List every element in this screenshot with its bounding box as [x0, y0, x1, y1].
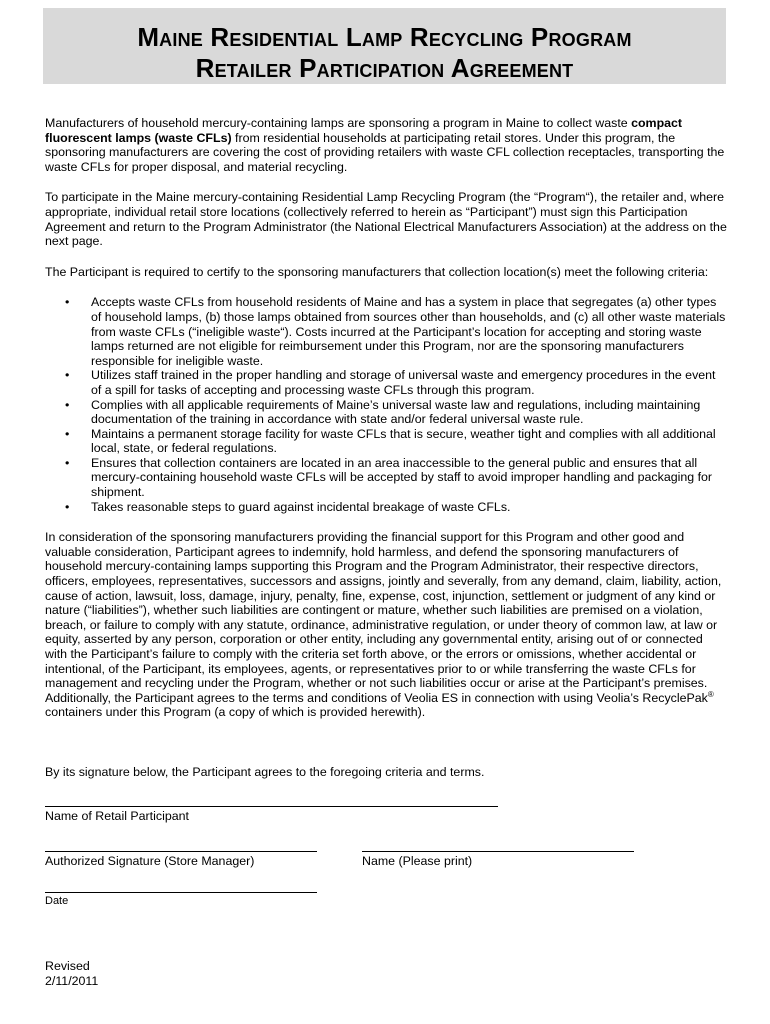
authorized-signature-line[interactable] [45, 851, 317, 852]
retail-participant-line[interactable] [45, 806, 498, 807]
intro-text: Manufacturers of household mercury-containing lamps are sponsoring a program in Maine to collect waste [45, 116, 632, 130]
criteria-text: Takes reasonable steps to guard against incidental breakage of waste CFLs. [91, 499, 511, 514]
indemnification-text: In consideration of the sponsoring manufacturers providing the financial support for this Program and other good and valuable consideration, Participant agrees to indemnify, hold harmless, and defend the sponsoring manufacturers of household mercury-containing lamps supporting this Program and the Program Administrator, their respective directors, officers, employees, representatives, successors and assigns, jointly and severally, from any demand, claim, liability, action, cause of action, lawsuit, loss, damage, injury, penalty, fine, expense, cost, injunction, settlement or judgment of any kind or nature (“liabilities”), whether such liabilities are contingent or mature, whether such liabilities are premised on a violation, breach, or failure to comply with any statute, ordinance, administrative regulation, or under theory of common law, at law or equity, asserted by any person, corporation or other entity, including any governmental entity, arising out of or connected with the Participant’s failure to comply with the criteria set forth above, or the errors or omissions, whether accidental or intentional, of the Participant, its employees, agents, or representatives prior to or while transferring the waste CFLs for management and recycling under the Program, whether or not such liabilities occur or arise at the Participant’s premises. Additionally, the Participant agrees to the terms and conditions of Veolia ES in connection with using Veolia’s RecyclePak [45, 530, 722, 705]
bullet-icon: • [65, 397, 70, 412]
participation-paragraph: To participate in the Maine mercury-containing Residential Lamp Recycling Program (the “Program“), the retailer and, where appropriate, individual retail store locations (collectively referred to herein as “Participant”) must sign this Participation Agreement and return to the Program Administrator (the National Electrical Manufacturers Association) at the address on the next page. [45, 190, 727, 249]
authorized-signature-label: Authorized Signature (Store Manager) [45, 854, 255, 868]
indemnification-paragraph [45, 530, 727, 720]
bullet-icon: • [65, 295, 70, 310]
criteria-text: Accepts waste CFLs from household residents of Maine and has a system in place that segregates (a) other types of household lamps, (b) those lamps obtained from sources other than households, and (c) all other waste materials from waste CFLs (“ineligible waste“). Costs incurred at the Participant’s location for accepting and storing waste lamps returned are not eligible for reimbursement under this Program, nor are the sponsoring manufacturers responsible for ineligible waste. [91, 295, 726, 368]
certify-paragraph: The Participant is required to certify to the sponsoring manufacturers that collection location(s) meet the following criteria: [45, 264, 709, 279]
criteria-item [45, 500, 727, 515]
signature-statement: By its signature below, the Participant agrees to the foregoing criteria and terms. [45, 765, 485, 779]
criteria-item [45, 295, 727, 368]
criteria-list [45, 295, 727, 514]
bullet-icon: • [65, 455, 70, 470]
intro-paragraph [45, 116, 727, 174]
criteria-item [45, 427, 727, 456]
date-line[interactable] [45, 892, 317, 893]
name-print-line[interactable] [362, 851, 634, 852]
criteria-item [45, 398, 727, 427]
criteria-text: Complies with all applicable requirements of Maine’s universal waste law and regulations, including maintaining documentation of the training in accordance with state and/or federal universal waste rule. [91, 397, 701, 427]
intro-bold-text: compact fluorescent lamps (waste CFLs) [45, 116, 683, 145]
revised-date: 2/11/2011 [45, 974, 99, 988]
page-title-line-2: Retailer Participation Agreement [195, 53, 574, 83]
indemnification-text-continued: containers under this Program (a copy of which is provided herewith). [45, 705, 426, 720]
criteria-text: Ensures that collection containers are located in an area inaccessible to the general public and ensures that all mercury-containing household waste CFLs will be accepted by staff to avoid improper handling and packaging for shipment. [91, 455, 713, 500]
bullet-icon: • [65, 368, 70, 383]
retail-participant-label: Name of Retail Participant [45, 809, 189, 823]
criteria-text: Utilizes staff trained in the proper handling and storage of universal waste and emergency procedures in the event of a spill for tasks of accepting and processing waste CFLs through this program. [91, 368, 716, 397]
bullet-icon: • [65, 499, 70, 514]
revised-label: Revised [45, 959, 90, 973]
title-banner [43, 8, 726, 84]
criteria-text: Maintains a permanent storage facility for waste CFLs that is secure, weather tight and complies with all additional local, state, or federal regulations. [91, 426, 716, 456]
bullet-icon: • [65, 426, 70, 441]
date-label: Date [45, 895, 69, 907]
page-title-line-1: Maine Residential Lamp Recycling Program [137, 22, 632, 52]
intro-text-continued: from residential households at participating retail stores. Under this program, the sponsoring manufacturers are covering the cost of providing retailers with waste CFL collection receptacles, transporting the waste CFLs for proper disposal, and material recycling. [45, 130, 725, 174]
criteria-item [45, 368, 727, 397]
agreement-body [45, 116, 727, 736]
name-print-label: Name (Please print) [362, 854, 473, 868]
criteria-item [45, 456, 727, 500]
registered-mark: ® [707, 689, 714, 699]
